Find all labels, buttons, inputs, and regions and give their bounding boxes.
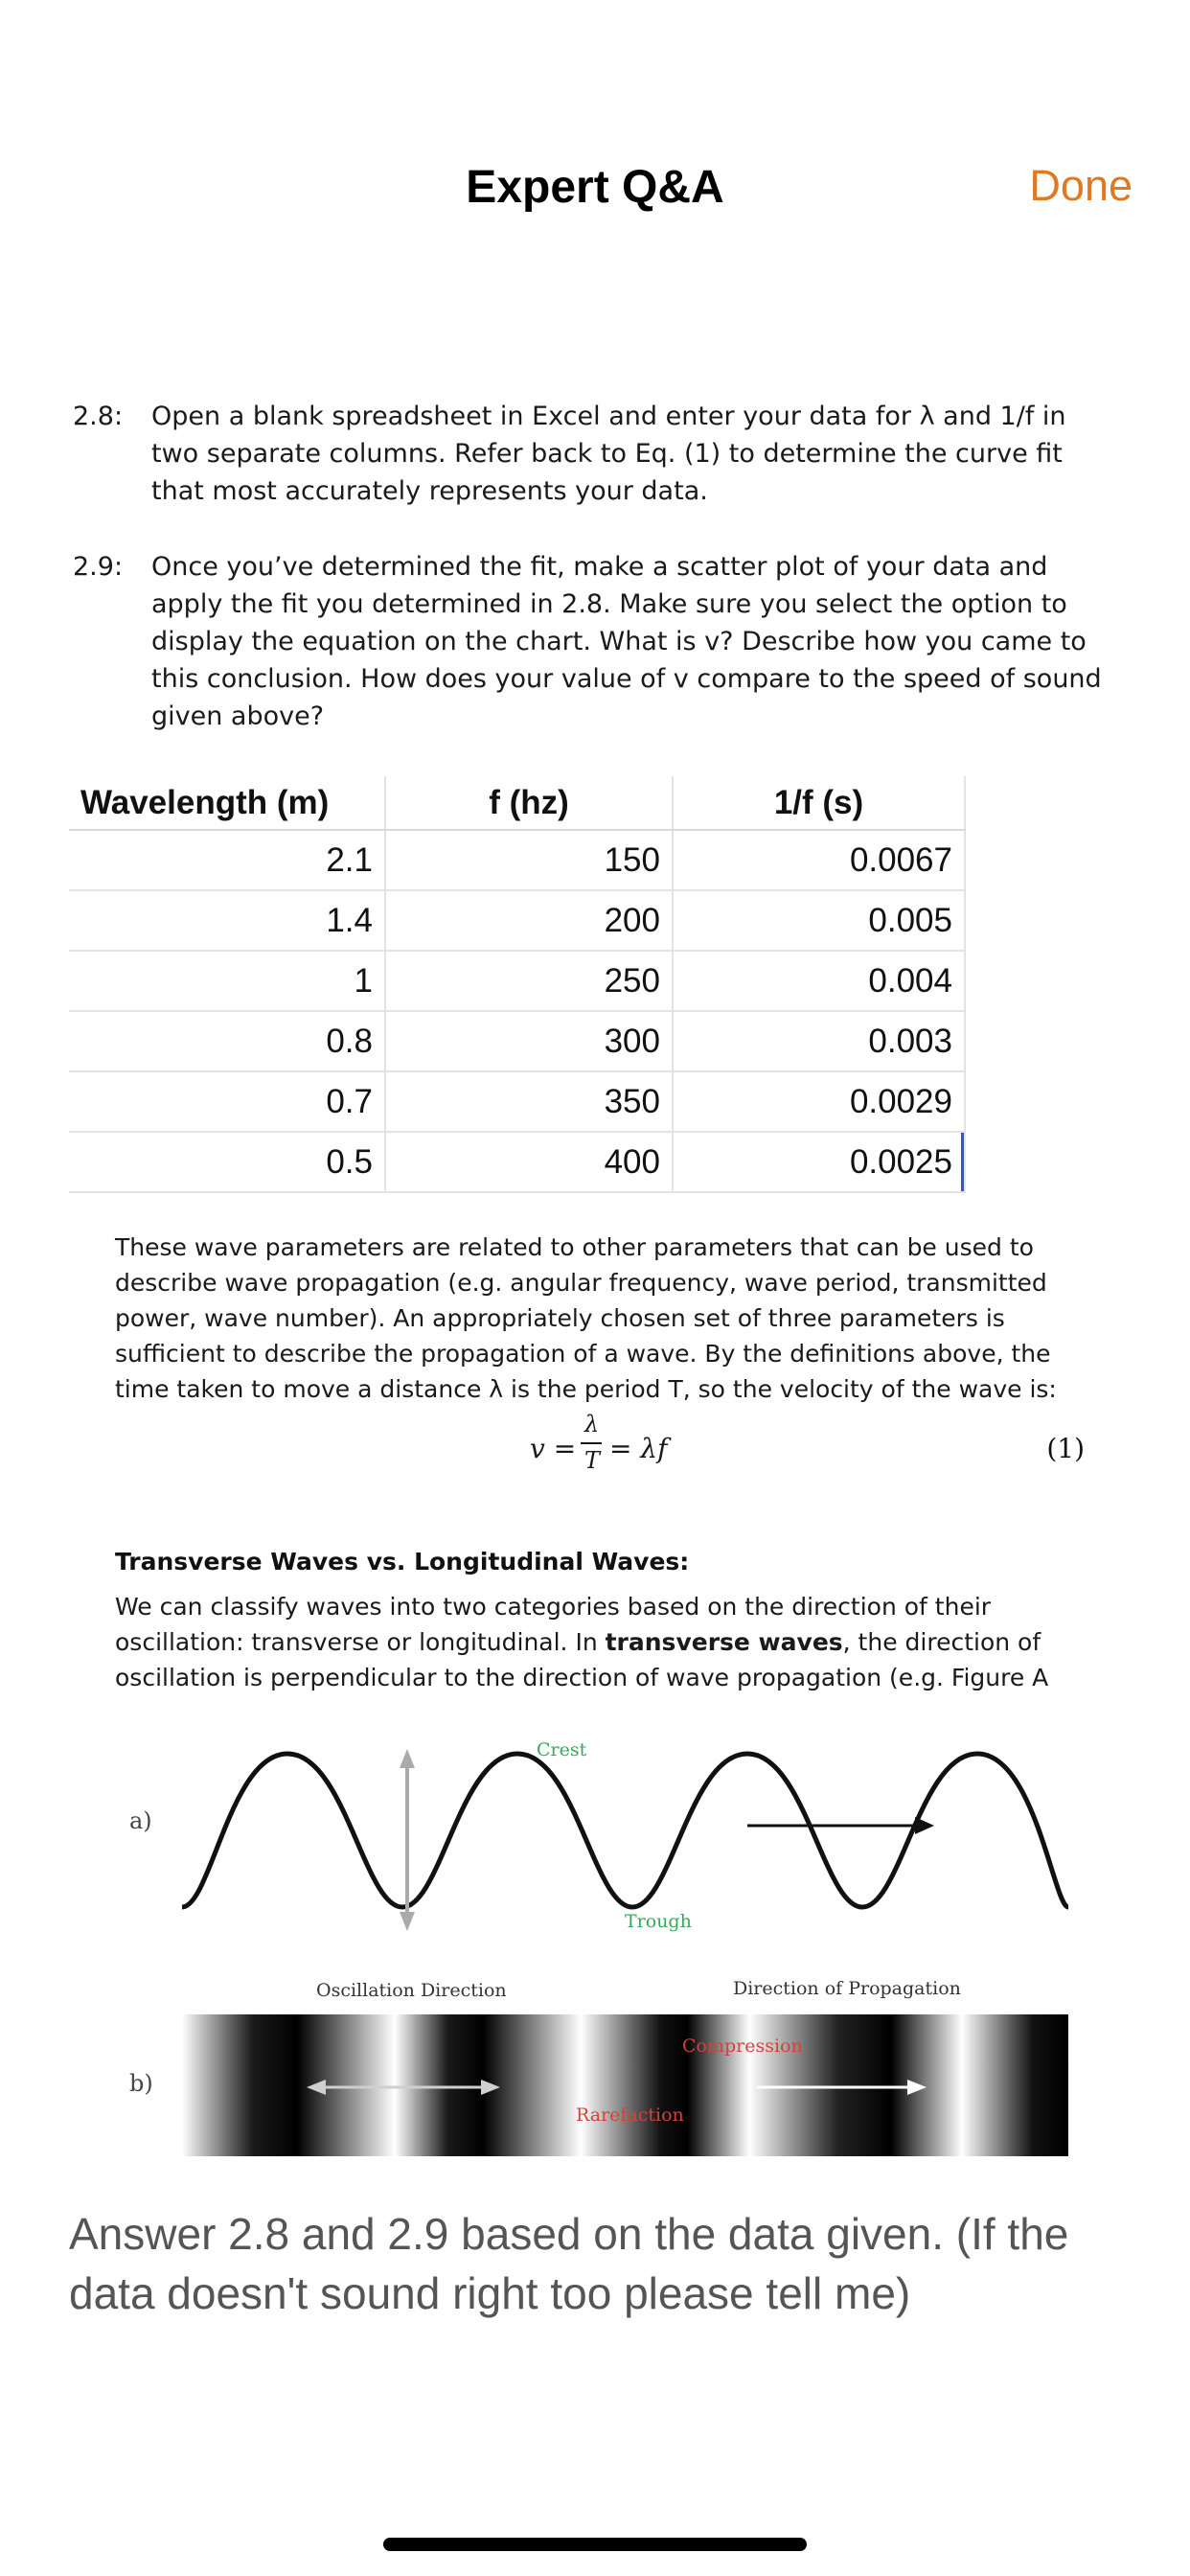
table-row xyxy=(69,1132,965,1192)
question-2-8 xyxy=(73,398,1117,510)
table-cell: 0.004 xyxy=(673,951,965,1011)
section-heading: Transverse Waves vs. Longitudinal Waves: xyxy=(115,1548,690,1576)
section-text-before: We can classify waves into two categories based on the direction of their oscillation: transverse or longitudinal. In xyxy=(115,1593,992,1656)
column-header: 1/f (s) xyxy=(673,776,965,830)
propagation-direction-label: Direction of Propagation xyxy=(733,1978,961,1999)
table-cell: 200 xyxy=(385,890,673,951)
table-row xyxy=(69,890,965,951)
table-row xyxy=(69,1071,965,1132)
transverse-wave-curve xyxy=(182,1754,1068,1907)
trough-label: Trough xyxy=(625,1911,692,1932)
column-header: Wavelength (m) xyxy=(69,776,385,830)
table-cell: 1.4 xyxy=(69,890,385,951)
compression-label: Compression xyxy=(682,2036,803,2057)
equation-denominator: T xyxy=(584,1447,601,1474)
table-cell: 150 xyxy=(385,830,673,890)
table-cell: 0.8 xyxy=(69,1011,385,1071)
table-cell: 0.0067 xyxy=(673,830,965,890)
table-cell: 0.005 xyxy=(673,890,965,951)
equation-lhs: v = xyxy=(530,1433,577,1464)
table-cell: 400 xyxy=(385,1132,673,1192)
section-text-bold: transverse waves xyxy=(605,1628,843,1656)
oscillation-direction-label: Oscillation Direction xyxy=(316,1980,507,2001)
home-indicator[interactable] xyxy=(383,2538,807,2551)
question-number: 2.9: xyxy=(73,552,124,582)
table-row xyxy=(69,830,965,890)
done-button[interactable]: Done xyxy=(1029,161,1133,210)
figure-label-b: b) xyxy=(129,2070,153,2097)
rarefaction-label: Rarefaction xyxy=(576,2104,684,2126)
table-cell-selected[interactable]: 0.0025 xyxy=(673,1132,965,1192)
nav-title: Expert Q&A xyxy=(466,162,724,213)
table-cell: 0.0029 xyxy=(673,1071,965,1132)
transverse-wave-diagram xyxy=(172,1725,1073,1945)
table-cell: 350 xyxy=(385,1071,673,1132)
oscillation-arrowhead-up xyxy=(400,1749,415,1768)
question-number: 2.8: xyxy=(73,402,124,431)
equation-numerator: λ xyxy=(584,1411,600,1438)
table-header-row xyxy=(69,776,965,830)
table-cell: 2.1 xyxy=(69,830,385,890)
figure-label-a: a) xyxy=(129,1807,152,1834)
propagation-arrowhead xyxy=(915,1817,934,1834)
column-header: f (hz) xyxy=(385,776,673,830)
question-prompt: Answer 2.8 and 2.9 based on the data given. (If the data doesn't sound right too please tell me) xyxy=(69,2209,1069,2318)
question-text: Once you’ve determined the fit, make a scatter plot of your data and apply the fit you determined in 2.8. Make sure you select the option to display the equation on the chart. What is v? Describe how you came to this conclusion. How does your value of v compare to the speed of sound given above? xyxy=(151,552,1102,731)
fraction-bar xyxy=(581,1442,602,1444)
crest-label: Crest xyxy=(537,1739,587,1760)
table-row xyxy=(69,1011,965,1071)
table-row xyxy=(69,951,965,1011)
equation-number: (1) xyxy=(1046,1433,1085,1464)
section-text-after: , the direction of oscillation is perpendicular to the direction of wave propagation (e.g. Figure A xyxy=(115,1628,1049,1691)
question-text: Open a blank spreadsheet in Excel and enter your data for λ and 1/f in two separate columns. Refer back to Eq. (1) to determine the curve fit that most accurately represents your data. xyxy=(151,402,1066,506)
section-text xyxy=(115,1589,1073,1695)
table-cell: 1 xyxy=(69,951,385,1011)
equation-rhs: = λf xyxy=(609,1433,668,1464)
question-2-9 xyxy=(73,548,1117,735)
table-cell: 0.7 xyxy=(69,1071,385,1132)
table-cell: 300 xyxy=(385,1011,673,1071)
table-cell: 250 xyxy=(385,951,673,1011)
data-table xyxy=(69,776,966,1193)
table-cell: 0.003 xyxy=(673,1011,965,1071)
oscillation-arrowhead-down xyxy=(400,1912,415,1931)
table-cell: 0.5 xyxy=(69,1132,385,1192)
longitudinal-arrows xyxy=(182,2014,1068,2156)
wave-parameters-paragraph: These wave parameters are related to other parameters that can be used to describe wave propagation (e.g. angular frequency, wave period, transmitted power, wave number). An appropriately chosen set of three parameters is sufficient to describe the propagation of a wave. By the definitions above, the time taken to move a distance λ is the period T, so the velocity of the wave is: xyxy=(115,1233,1057,1403)
